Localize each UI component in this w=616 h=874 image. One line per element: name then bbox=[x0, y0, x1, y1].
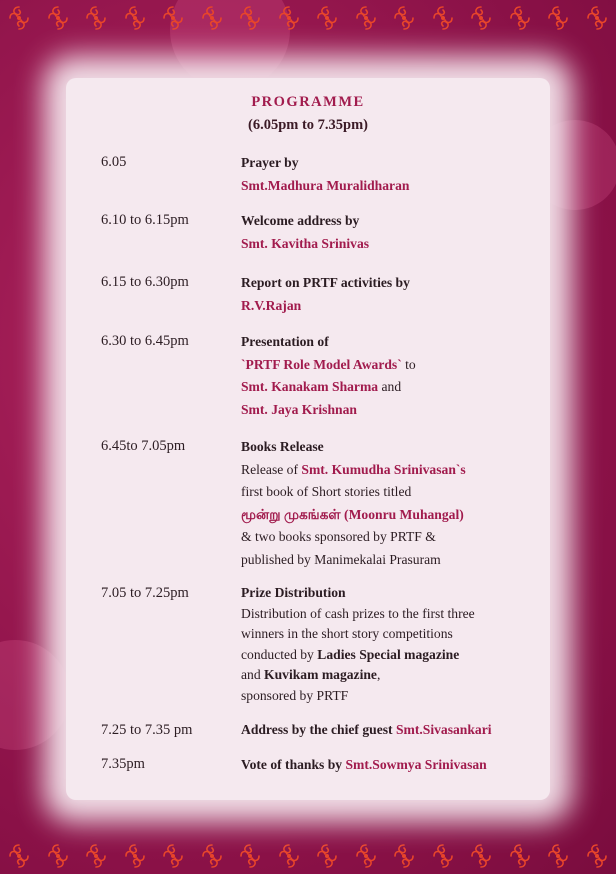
kolam-ornament-icon bbox=[543, 3, 573, 33]
item-description bbox=[241, 210, 541, 255]
kolam-ornament-icon bbox=[312, 841, 342, 871]
prize-suffix: , bbox=[376, 667, 381, 682]
kolam-ornament-icon bbox=[582, 3, 612, 33]
kolam-ornament-icon bbox=[312, 3, 342, 33]
prize-description: Distribution of cash prizes to the first three bbox=[241, 605, 475, 621]
item-heading: Report on PRTF activities by bbox=[241, 275, 410, 290]
item-person: Smt. Jaya Krishnan bbox=[241, 401, 357, 417]
award-suffix: to bbox=[401, 356, 416, 372]
kolam-ornament-icon bbox=[428, 3, 458, 33]
kolam-ornament-icon bbox=[274, 3, 304, 33]
item-description bbox=[241, 272, 541, 317]
item-person: Smt. Kumudha Srinivasan`s bbox=[301, 461, 466, 477]
kolam-ornament-icon bbox=[351, 3, 381, 33]
book-description: & two books sponsored by PRTF & bbox=[241, 529, 436, 544]
item-heading: Books Release bbox=[241, 439, 324, 454]
prize-description: winners in the short story competitions bbox=[241, 626, 453, 641]
book-description: published by Manimekalai Prasuram bbox=[241, 551, 441, 567]
item-person: Smt.Sivasankari bbox=[395, 722, 492, 737]
item-heading: Presentation of bbox=[241, 334, 329, 349]
item-heading: Vote of thanks by bbox=[241, 757, 346, 772]
magazine-name: Ladies Special magazine bbox=[317, 646, 460, 662]
item-time: 7.35pm bbox=[101, 756, 145, 772]
kolam-ornament-icon bbox=[543, 841, 573, 871]
kolam-ornament-icon bbox=[158, 3, 188, 33]
kolam-ornament-icon bbox=[158, 841, 188, 871]
item-person: Smt.Sowmya Srinivasan bbox=[345, 757, 487, 772]
kolam-ornament-icon bbox=[389, 841, 419, 871]
item-description bbox=[241, 719, 541, 742]
bokeh-decoration bbox=[0, 640, 70, 750]
item-time: 6.30 to 6.45pm bbox=[101, 333, 189, 349]
page-title: PROGRAMME bbox=[251, 94, 365, 110]
item-time: 6.45to 7.05pm bbox=[101, 438, 186, 454]
book-title: மூன்று முகங்கள் (Moonru Muhangal) bbox=[241, 506, 464, 522]
item-person: Smt.Madhura Muralidharan bbox=[241, 177, 410, 193]
magazine-name: Kuvikam magazine bbox=[264, 667, 377, 682]
item-time: 7.25 to 7.35 pm bbox=[101, 722, 193, 738]
kolam-ornament-icon bbox=[120, 841, 150, 871]
item-description bbox=[241, 754, 541, 777]
kolam-ornament-icon bbox=[466, 841, 496, 871]
kolam-ornament-icon bbox=[274, 841, 304, 871]
top-ornament-border bbox=[0, 0, 616, 36]
page-subtitle: (6.05pm to 7.35pm) bbox=[247, 117, 369, 133]
kolam-ornament-icon bbox=[4, 841, 34, 871]
award-name: `PRTF Role Model Awards` bbox=[241, 356, 402, 372]
prize-prefix: and bbox=[241, 667, 265, 682]
item-description bbox=[241, 152, 541, 197]
kolam-ornament-icon bbox=[582, 841, 612, 871]
item-heading: Prayer by bbox=[241, 155, 299, 170]
item-heading: Prize Distribution bbox=[241, 585, 346, 600]
kolam-ornament-icon bbox=[197, 841, 227, 871]
item-person: R.V.Rajan bbox=[241, 297, 302, 313]
item-description bbox=[241, 583, 541, 706]
item-time: 6.10 to 6.15pm bbox=[101, 212, 189, 228]
item-heading: Welcome address by bbox=[241, 213, 360, 228]
kolam-ornament-icon bbox=[235, 841, 265, 871]
kolam-ornament-icon bbox=[505, 3, 535, 33]
kolam-ornament-icon bbox=[81, 3, 111, 33]
person-suffix: and bbox=[378, 379, 402, 394]
item-time: 6.05 bbox=[101, 154, 127, 170]
kolam-ornament-icon bbox=[197, 3, 227, 33]
kolam-ornament-icon bbox=[351, 841, 381, 871]
item-person: Smt. Kanakam Sharma bbox=[241, 379, 379, 394]
kolam-ornament-icon bbox=[389, 3, 419, 33]
item-time: 7.05 to 7.25pm bbox=[101, 585, 189, 601]
release-prefix: Release of bbox=[241, 461, 302, 477]
kolam-ornament-icon bbox=[43, 841, 73, 871]
book-description: first book of Short stories titled bbox=[241, 484, 412, 499]
kolam-ornament-icon bbox=[505, 841, 535, 871]
kolam-ornament-icon bbox=[428, 841, 458, 871]
kolam-ornament-icon bbox=[235, 3, 265, 33]
item-time: 6.15 to 6.30pm bbox=[101, 274, 189, 290]
item-description bbox=[241, 331, 541, 421]
item-description bbox=[241, 436, 541, 571]
kolam-ornament-icon bbox=[43, 3, 73, 33]
kolam-ornament-icon bbox=[4, 3, 34, 33]
item-person: Smt. Kavitha Srinivas bbox=[241, 235, 370, 251]
kolam-ornament-icon bbox=[466, 3, 496, 33]
prize-prefix: conducted by bbox=[241, 646, 318, 662]
item-heading: Address by the chief guest bbox=[241, 722, 396, 737]
kolam-ornament-icon bbox=[120, 3, 150, 33]
prize-description: sponsored by PRTF bbox=[241, 687, 349, 703]
kolam-ornament-icon bbox=[81, 841, 111, 871]
bottom-ornament-border bbox=[0, 838, 616, 874]
